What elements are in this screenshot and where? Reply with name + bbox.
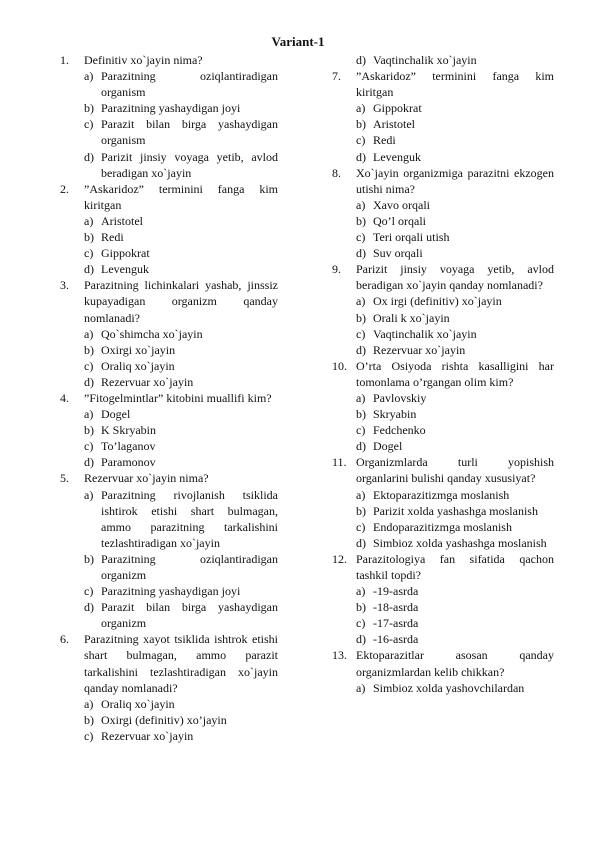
option-text: Vaqtinchalik xo`jayin [373,326,477,341]
answer-option [60,487,278,551]
question-number: 8. [332,165,341,180]
option-text: Skryabin [373,407,417,422]
answer-option [332,519,554,535]
option-text: -19-asrda [373,584,419,599]
option-label: a) [84,696,94,711]
answer-option [332,213,554,229]
question-number: 5. [60,471,69,486]
question-number: 11. [332,455,347,470]
option-text: Suv orqali [373,246,423,261]
answer-option [332,535,554,551]
option-text: Parizit jinsiy voyaga yetib, avlod beradigan xo`jayin [101,149,278,180]
question-number: 7. [332,69,341,84]
option-label: a) [356,197,366,212]
question [332,358,554,390]
answer-option [60,116,278,148]
option-label: d) [356,149,366,164]
option-text: Parazitning rivojlanish tsiklida ishtirok etishi shart bulmagan, ammo parazitning tarkalishini tezlashtiradigan xo`jayin [101,487,278,550]
question [60,277,278,325]
question [332,647,554,679]
option-label: c) [356,326,366,341]
option-text: Oxirgi xo`jayin [101,342,176,357]
question-number: 2. [60,181,69,196]
option-label: a) [356,101,366,116]
option-label: a) [84,487,94,502]
answer-option [332,116,554,132]
option-text: Redi [101,230,124,245]
option-text: Parazitning oziqlantiradigan organism [101,69,278,100]
question-text: Xo`jayin organizmiga parazitni ekzogen utishi nima? [356,165,554,196]
question-text: ”Askaridoz” terminini fanga kim kiritgan [356,69,554,100]
option-text: -17-asrda [373,616,419,631]
option-text: To’laganov [101,439,156,454]
option-text: Levenguk [101,262,149,277]
option-label: c) [356,616,366,631]
left-column [60,52,278,744]
question-text: Parizit jinsiy voyaga yetib, avlod beradigan xo`jayin qanday nomlanadi? [356,262,554,293]
option-label: d) [356,246,366,261]
question-text: Rezervuar xo`jayin nima? [84,471,209,486]
option-label: c) [84,246,94,261]
option-label: b) [84,423,94,438]
question-number: 9. [332,262,341,277]
answer-option [60,213,278,229]
option-label: c) [356,230,366,245]
option-text: Ektoparazitizmga moslanish [373,487,510,502]
answer-option [60,68,278,100]
option-text: Parizit xolda yashashga moslanish [373,503,538,518]
option-label: a) [84,213,94,228]
option-label: a) [356,390,366,405]
question [60,631,278,695]
question [60,390,278,406]
answer-option [332,245,554,261]
answer-option [60,406,278,422]
question-text: ”Fitogelmintlar” kitobini muallifi kim? [84,390,272,405]
answer-option [60,100,278,116]
option-label: c) [84,439,94,454]
option-label: d) [356,342,366,357]
option-label: d) [84,262,94,277]
option-text: -16-asrda [373,632,419,647]
answer-option [332,583,554,599]
option-text: Parazitning oziqlantiradigan organizm [101,551,278,582]
answer-option [60,261,278,277]
option-text: Fedchenko [373,423,426,438]
option-text: Ox irgi (definitiv) xo`jayin [373,294,502,309]
answer-option [60,551,278,583]
option-text: Gippokrat [373,101,422,116]
answer-option [60,438,278,454]
option-label: c) [84,584,94,599]
question-text: Definitiv xo`jayin nima? [84,53,203,67]
option-label: b) [356,600,366,615]
option-text: Parazit bilan birga yashaydigan organizm [101,600,278,631]
option-label: d) [356,53,366,67]
option-label: a) [356,487,366,502]
option-text: Teri orqali utish [373,230,450,245]
question-number: 12. [332,551,347,566]
answer-option [332,229,554,245]
answer-option [332,406,554,422]
option-text: Aristotel [101,213,143,228]
question [332,551,554,583]
question-number: 10. [332,358,347,373]
question [60,470,278,486]
option-text: Gippokrat [101,246,150,261]
answer-option [332,149,554,165]
question-number: 1. [60,53,69,67]
answer-option [60,149,278,181]
question-text: ”Askaridoz” terminini fanga kim kiritgan [84,181,278,212]
option-text: Parazit bilan birga yashaydigan organism [101,117,278,148]
answer-option [332,132,554,148]
option-text: Paramonov [101,455,156,470]
answer-option [60,583,278,599]
option-text: Endoparazitizmga moslanish [373,519,512,534]
answer-option [60,374,278,390]
option-label: b) [356,117,366,132]
option-text: Parazitning yashaydigan joyi [101,101,241,116]
answer-option [60,229,278,245]
question [60,181,278,213]
option-label: c) [356,423,366,438]
answer-option [60,728,278,744]
option-label: b) [356,407,366,422]
option-text: Dogel [373,439,403,454]
option-text: Xavo orqali [373,197,430,212]
answer-option [332,503,554,519]
answer-option [60,358,278,374]
question [332,261,554,293]
question-number: 13. [332,648,347,663]
option-text: K Skryabin [101,423,156,438]
option-text: Oraliq xo`jayin [101,696,175,711]
option-label: c) [356,519,366,534]
option-label: c) [356,133,366,148]
answer-option [332,310,554,326]
option-label: c) [84,728,94,743]
option-label: a) [84,407,94,422]
option-label: d) [356,439,366,454]
option-label: b) [84,551,94,566]
question-number: 6. [60,632,69,647]
question-number: 4. [60,390,69,405]
answer-option [332,615,554,631]
option-label: b) [84,230,94,245]
option-label: d) [84,374,94,389]
page-title: Variant-1 [271,34,325,49]
option-text: Simbioz xolda yashashga moslanish [373,535,547,550]
option-text: -18-asrda [373,600,419,615]
option-label: a) [356,680,366,695]
option-text: Parazitning yashaydigan joyi [101,584,241,599]
answer-option [332,293,554,309]
option-label: b) [356,310,366,325]
option-label: b) [356,503,366,518]
answer-option [60,599,278,631]
option-label: d) [84,455,94,470]
answer-option [60,326,278,342]
option-text: Rezervuar xo`jayin [101,374,194,389]
option-text: Vaqtinchalik xo`jayin [373,53,477,67]
option-text: Qo’l orqali [373,213,426,228]
option-label: a) [356,294,366,309]
answer-option [332,487,554,503]
option-label: c) [84,358,94,373]
answer-option [332,599,554,615]
answer-option [60,342,278,358]
answer-option [332,100,554,116]
answer-option [332,390,554,406]
answer-option [332,631,554,647]
option-text: Rezervuar xo`jayin [101,728,194,743]
option-text: Aristotel [373,117,415,132]
right-column [332,52,554,696]
answer-option [332,326,554,342]
answer-option [332,52,554,68]
option-label: a) [84,69,94,84]
question [60,52,278,68]
option-text: Oxirgi (definitiv) xo’jayin [101,712,227,727]
question-text: Parazitologiya fan sifatida qachon tashkil topdi? [356,551,554,582]
option-label: c) [84,117,94,132]
question-text: Ektoparazitlar asosan qanday organizmlardan kelib chikkan? [356,648,554,679]
answer-option [60,696,278,712]
option-text: Levenguk [373,149,421,164]
answer-option [332,438,554,454]
answer-option [60,454,278,470]
question-number: 3. [60,278,69,293]
question [332,454,554,486]
answer-option [332,422,554,438]
option-label: a) [356,584,366,599]
answer-option [332,680,554,696]
option-text: Qo`shimcha xo`jayin [101,326,203,341]
option-label: b) [84,101,94,116]
question [332,165,554,197]
question-text: Parazitning xayot tsiklida ishtrok etishi shart bulmagan, ammo parazit tarkalishini tezlashtiradigan xo`jayin qanday nomlanadi? [84,632,278,695]
option-label: b) [356,213,366,228]
answer-option [60,422,278,438]
option-label: a) [84,326,94,341]
option-text: Rezervuar xo`jayin [373,342,466,357]
question-text: Organizmlarda turli yopishish organlarini bulishi qanday xususiyat? [356,455,554,486]
option-text: Simbioz xolda yashovchilardan [373,680,525,695]
answer-option [332,197,554,213]
option-label: b) [84,712,94,727]
option-label: d) [84,149,94,164]
question [332,68,554,100]
option-text: Orali k xo`jayin [373,310,450,325]
option-text: Oraliq xo`jayin [101,358,175,373]
option-label: d) [356,632,366,647]
option-label: d) [356,535,366,550]
option-label: d) [84,600,94,615]
option-text: Dogel [101,407,131,422]
option-label: b) [84,342,94,357]
answer-option [332,342,554,358]
option-text: Pavlovskiy [373,390,427,405]
answer-option [60,712,278,728]
answer-option [60,245,278,261]
question-text: Parazitning lichinkalari yashab, jinssiz kupayadigan organizm qanday nomlanadi? [84,278,278,325]
option-text: Redi [373,133,396,148]
question-text: O’rta Osiyoda rishta kasalligini har tomonlama o’rgangan olim kim? [356,358,554,389]
